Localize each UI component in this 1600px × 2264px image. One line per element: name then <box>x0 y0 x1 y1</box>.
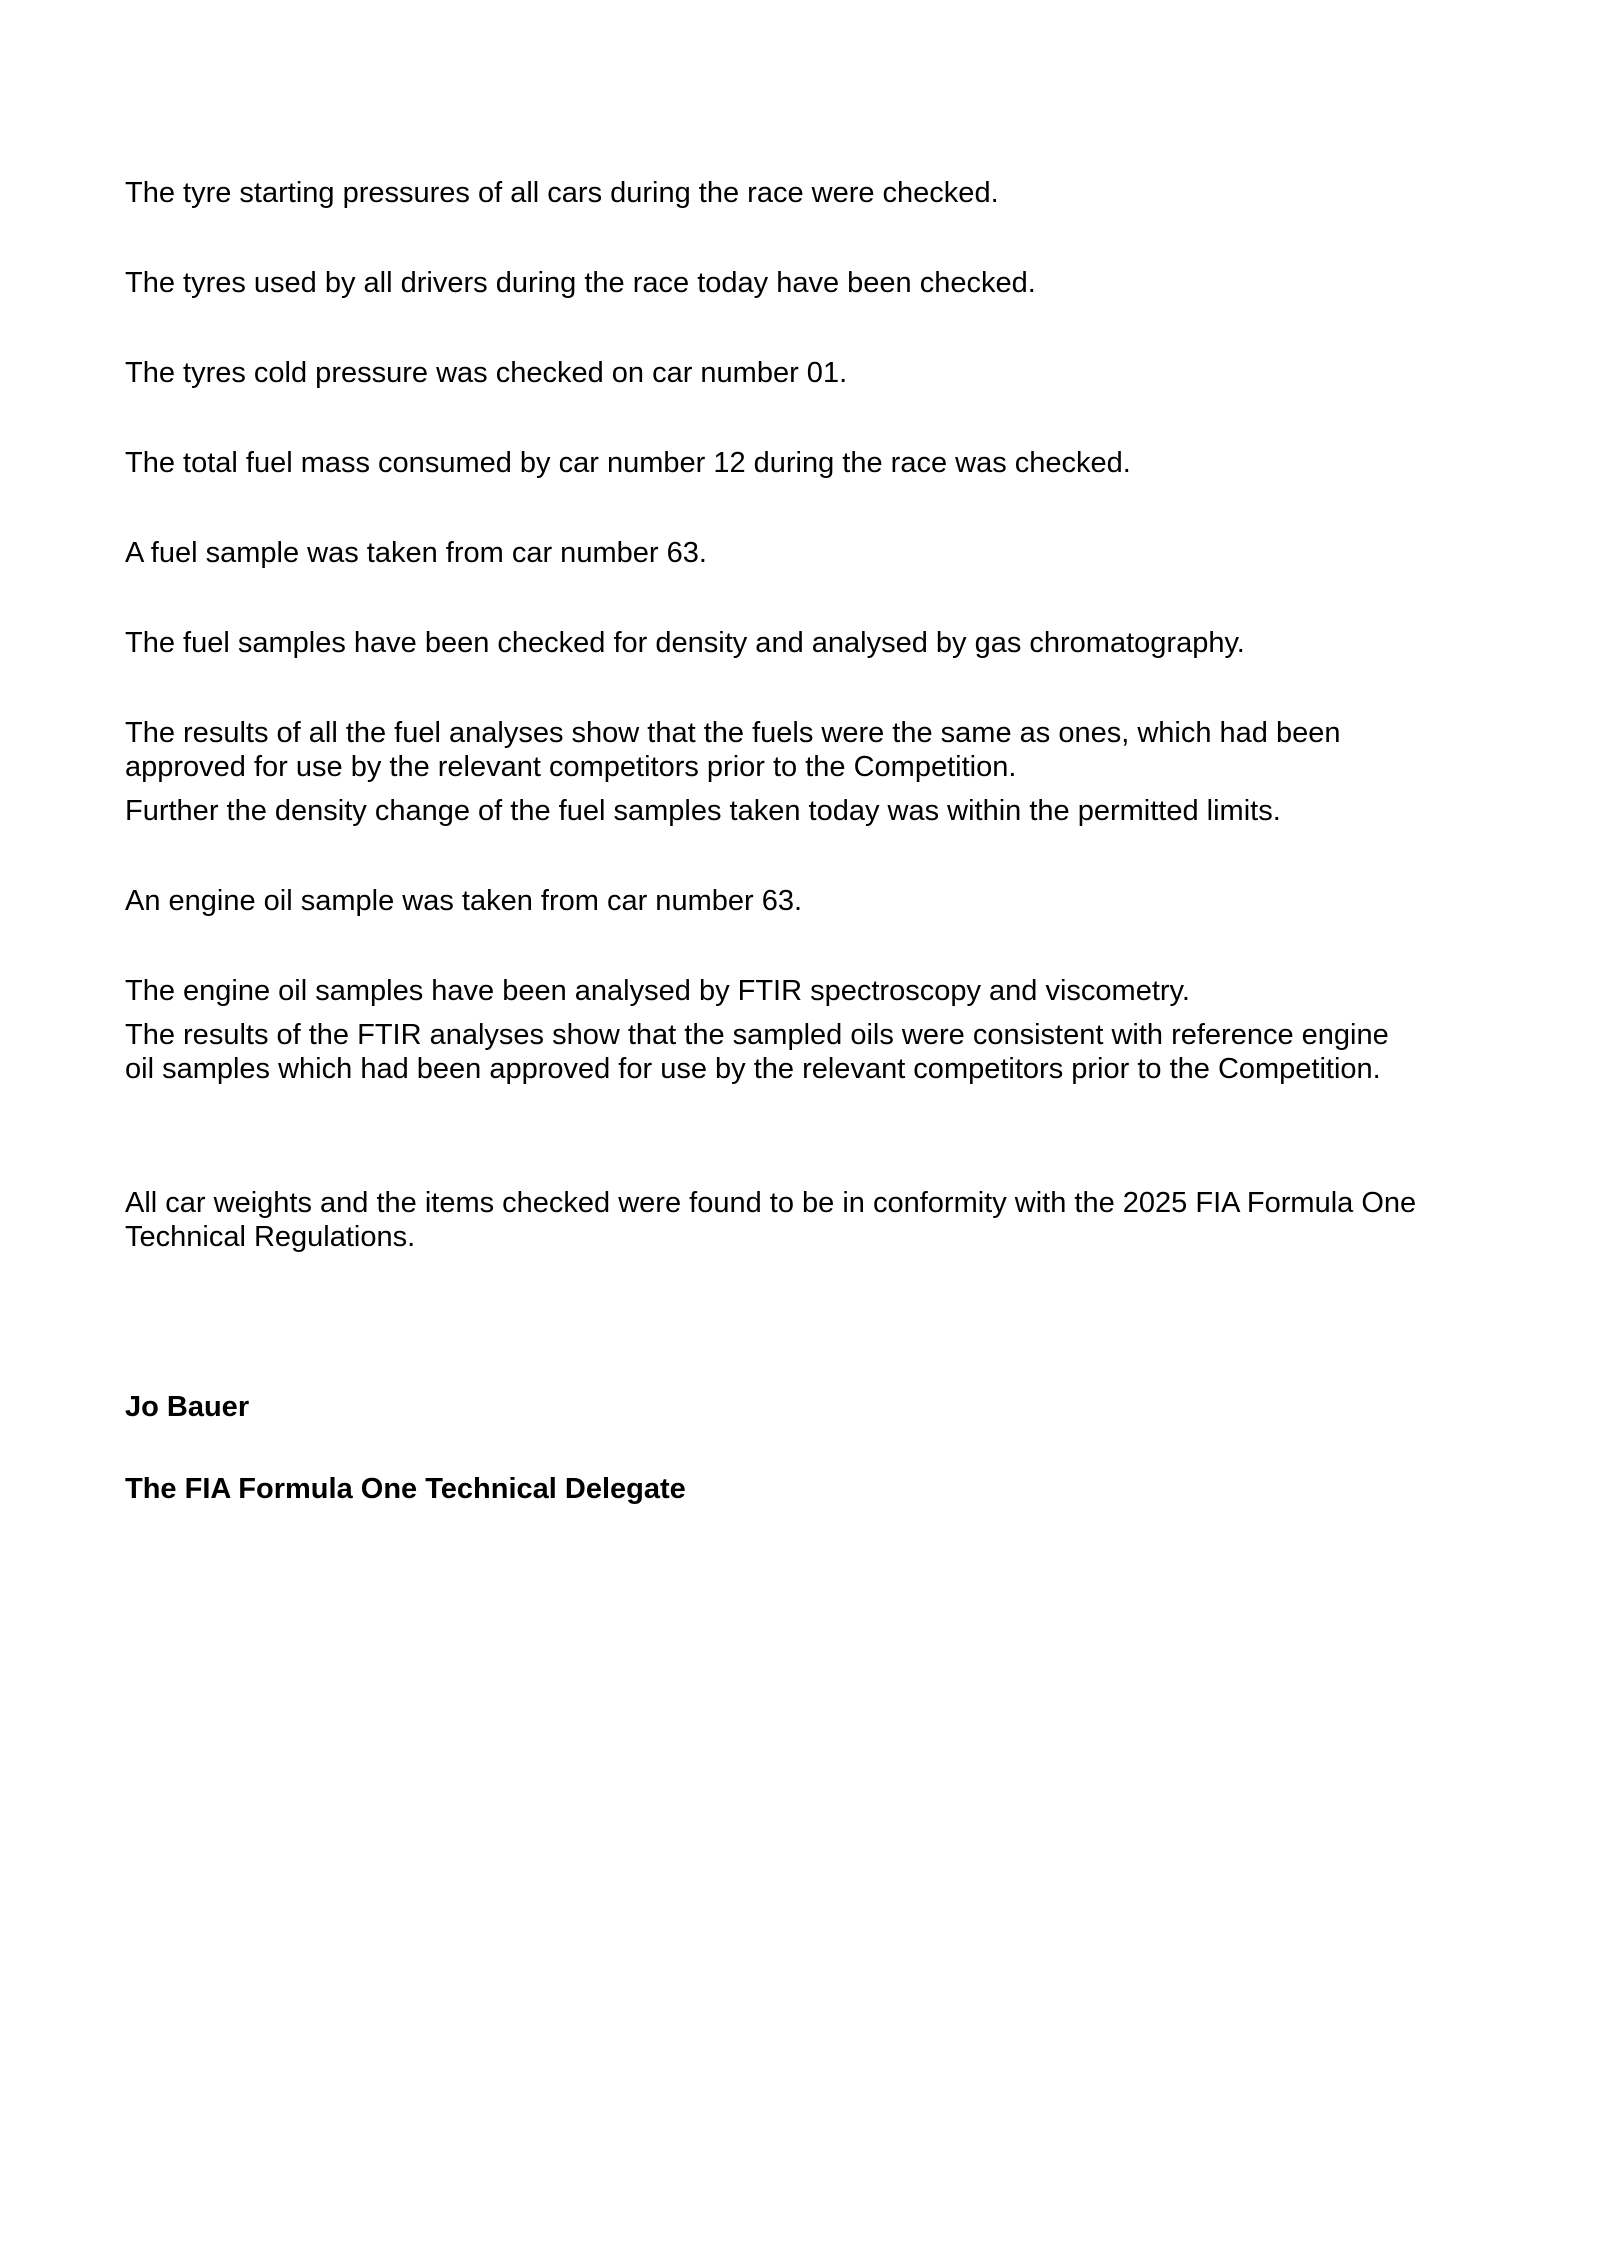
paragraph-fuel-sample: A fuel sample was taken from car number 63. <box>125 537 707 569</box>
paragraph-fuel-mass: The total fuel mass consumed by car number 12 during the race was checked. <box>125 447 1131 479</box>
paragraph-oil-sample: An engine oil sample was taken from car number 63. <box>125 885 803 917</box>
paragraph-ftir-results: The results of the FTIR analyses show that the sampled oils were consistent with reference engine oil samples which had been approved for use by the relevant competitors prior to the Competition. <box>125 1019 1389 1085</box>
paragraph-cold-pressure: The tyres cold pressure was checked on car number 01. <box>125 357 848 389</box>
paragraph-fuel-density: The fuel samples have been checked for density and analysed by gas chromatography. <box>125 627 1245 659</box>
paragraph-tyre-pressures: The tyre starting pressures of all cars during the race were checked. <box>125 177 999 209</box>
signature-name: Jo Bauer <box>125 1391 250 1423</box>
paragraph-conformity: All car weights and the items checked were found to be in conformity with the 2025 FIA Formula One Technical Regulations. <box>125 1187 1417 1253</box>
paragraph-oil-analysis: The engine oil samples have been analysed by FTIR spectroscopy and viscometry. <box>125 975 1190 1007</box>
paragraph-tyres-used: The tyres used by all drivers during the race today have been checked. <box>125 267 1036 299</box>
paragraph-density-change: Further the density change of the fuel samples taken today was within the permitted limits. <box>125 795 1281 827</box>
document-body <box>125 176 1505 1506</box>
paragraph-fuel-results: The results of all the fuel analyses show that the fuels were the same as ones, which had been approved for use by the relevant competitors prior to the Competition. <box>125 717 1341 783</box>
signature-title: The FIA Formula One Technical Delegate <box>125 1473 686 1505</box>
